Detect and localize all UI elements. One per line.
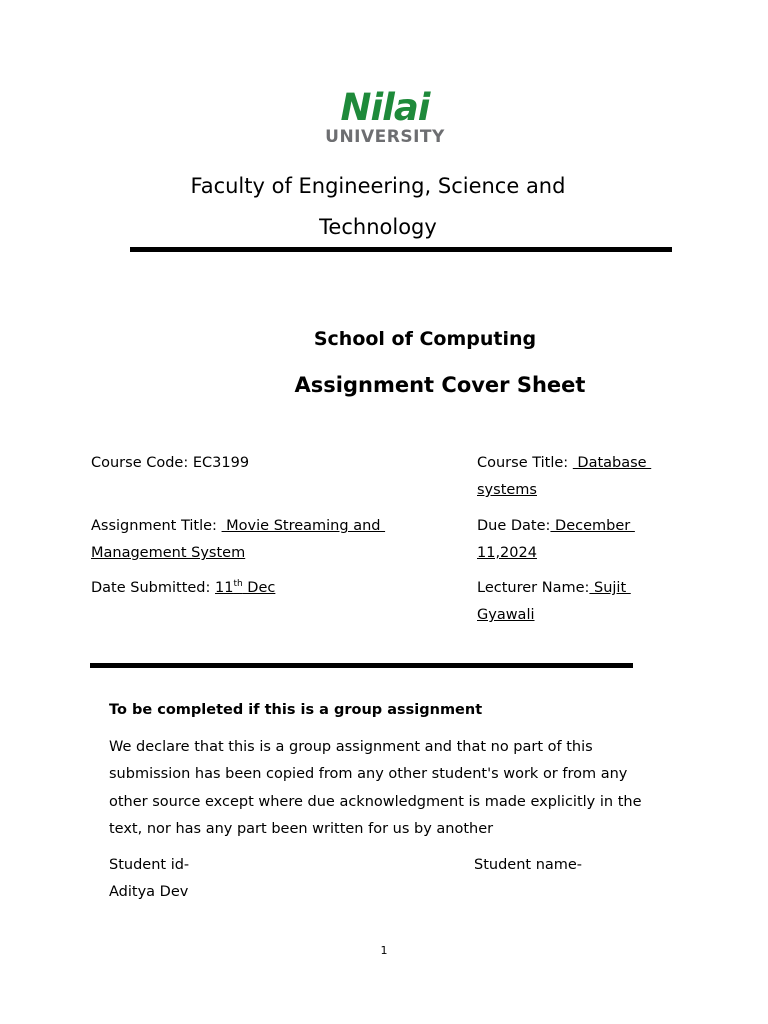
due-date-value-line2: 11,2024	[477, 545, 537, 561]
assignment-title-field	[91, 513, 441, 567]
course-code-label: Course Code:	[91, 455, 193, 471]
lecturer-value-line2: Gyawali	[477, 607, 535, 623]
date-submitted-ordinal: th	[233, 579, 243, 590]
logo-subtitle: UNIVERSITY	[325, 127, 445, 147]
due-date-value-line1: December	[550, 518, 635, 534]
date-submitted-day: 11	[215, 580, 234, 596]
assignment-title-value-line1: Movie Streaming and	[221, 518, 386, 534]
top-divider	[130, 247, 672, 252]
page-number: 1	[380, 944, 388, 957]
faculty-heading: Faculty of Engineering, Science and Technology	[190, 174, 566, 239]
lecturer-value-line1: Sujit	[589, 580, 631, 596]
due-date-label: Due Date:	[477, 518, 551, 534]
lecturer-label: Lecturer Name:	[477, 580, 590, 596]
course-code-value: EC3199	[192, 455, 250, 471]
date-submitted-field	[91, 575, 441, 602]
school-heading: School of Computing	[313, 328, 537, 350]
course-title-label: Course Title:	[477, 455, 573, 471]
assignment-title-label: Assignment Title:	[91, 518, 222, 534]
date-submitted-label: Date Submitted:	[91, 580, 216, 596]
course-title-value-line2: systems	[477, 482, 537, 498]
university-logo	[310, 86, 460, 150]
logo-wordmark: Nilai	[340, 86, 430, 129]
assignment-title-value-line2: Management System	[91, 545, 246, 561]
course-code-field	[91, 450, 441, 477]
student-name-label: Student name-	[474, 857, 583, 873]
course-title-field	[477, 450, 717, 504]
course-title-value-line1: Database	[572, 455, 652, 471]
date-submitted-month: Dec	[242, 580, 276, 596]
declaration-text: We declare that this is a group assignment and that no part of this submission has been copied from any other student's work or from any other source except where due acknowledgment is made explicitly in the text, nor has any part been written for us by another	[109, 739, 642, 837]
date-submitted-value	[215, 580, 275, 596]
student-entry: Aditya Dev	[109, 884, 189, 900]
group-assignment-heading: To be completed if this is a group assignment	[109, 702, 483, 718]
due-date-field	[477, 513, 717, 567]
sheet-title: Assignment Cover Sheet	[294, 373, 586, 397]
student-id-label: Student id-	[109, 857, 190, 873]
middle-divider	[90, 663, 633, 668]
lecturer-field	[477, 575, 717, 629]
